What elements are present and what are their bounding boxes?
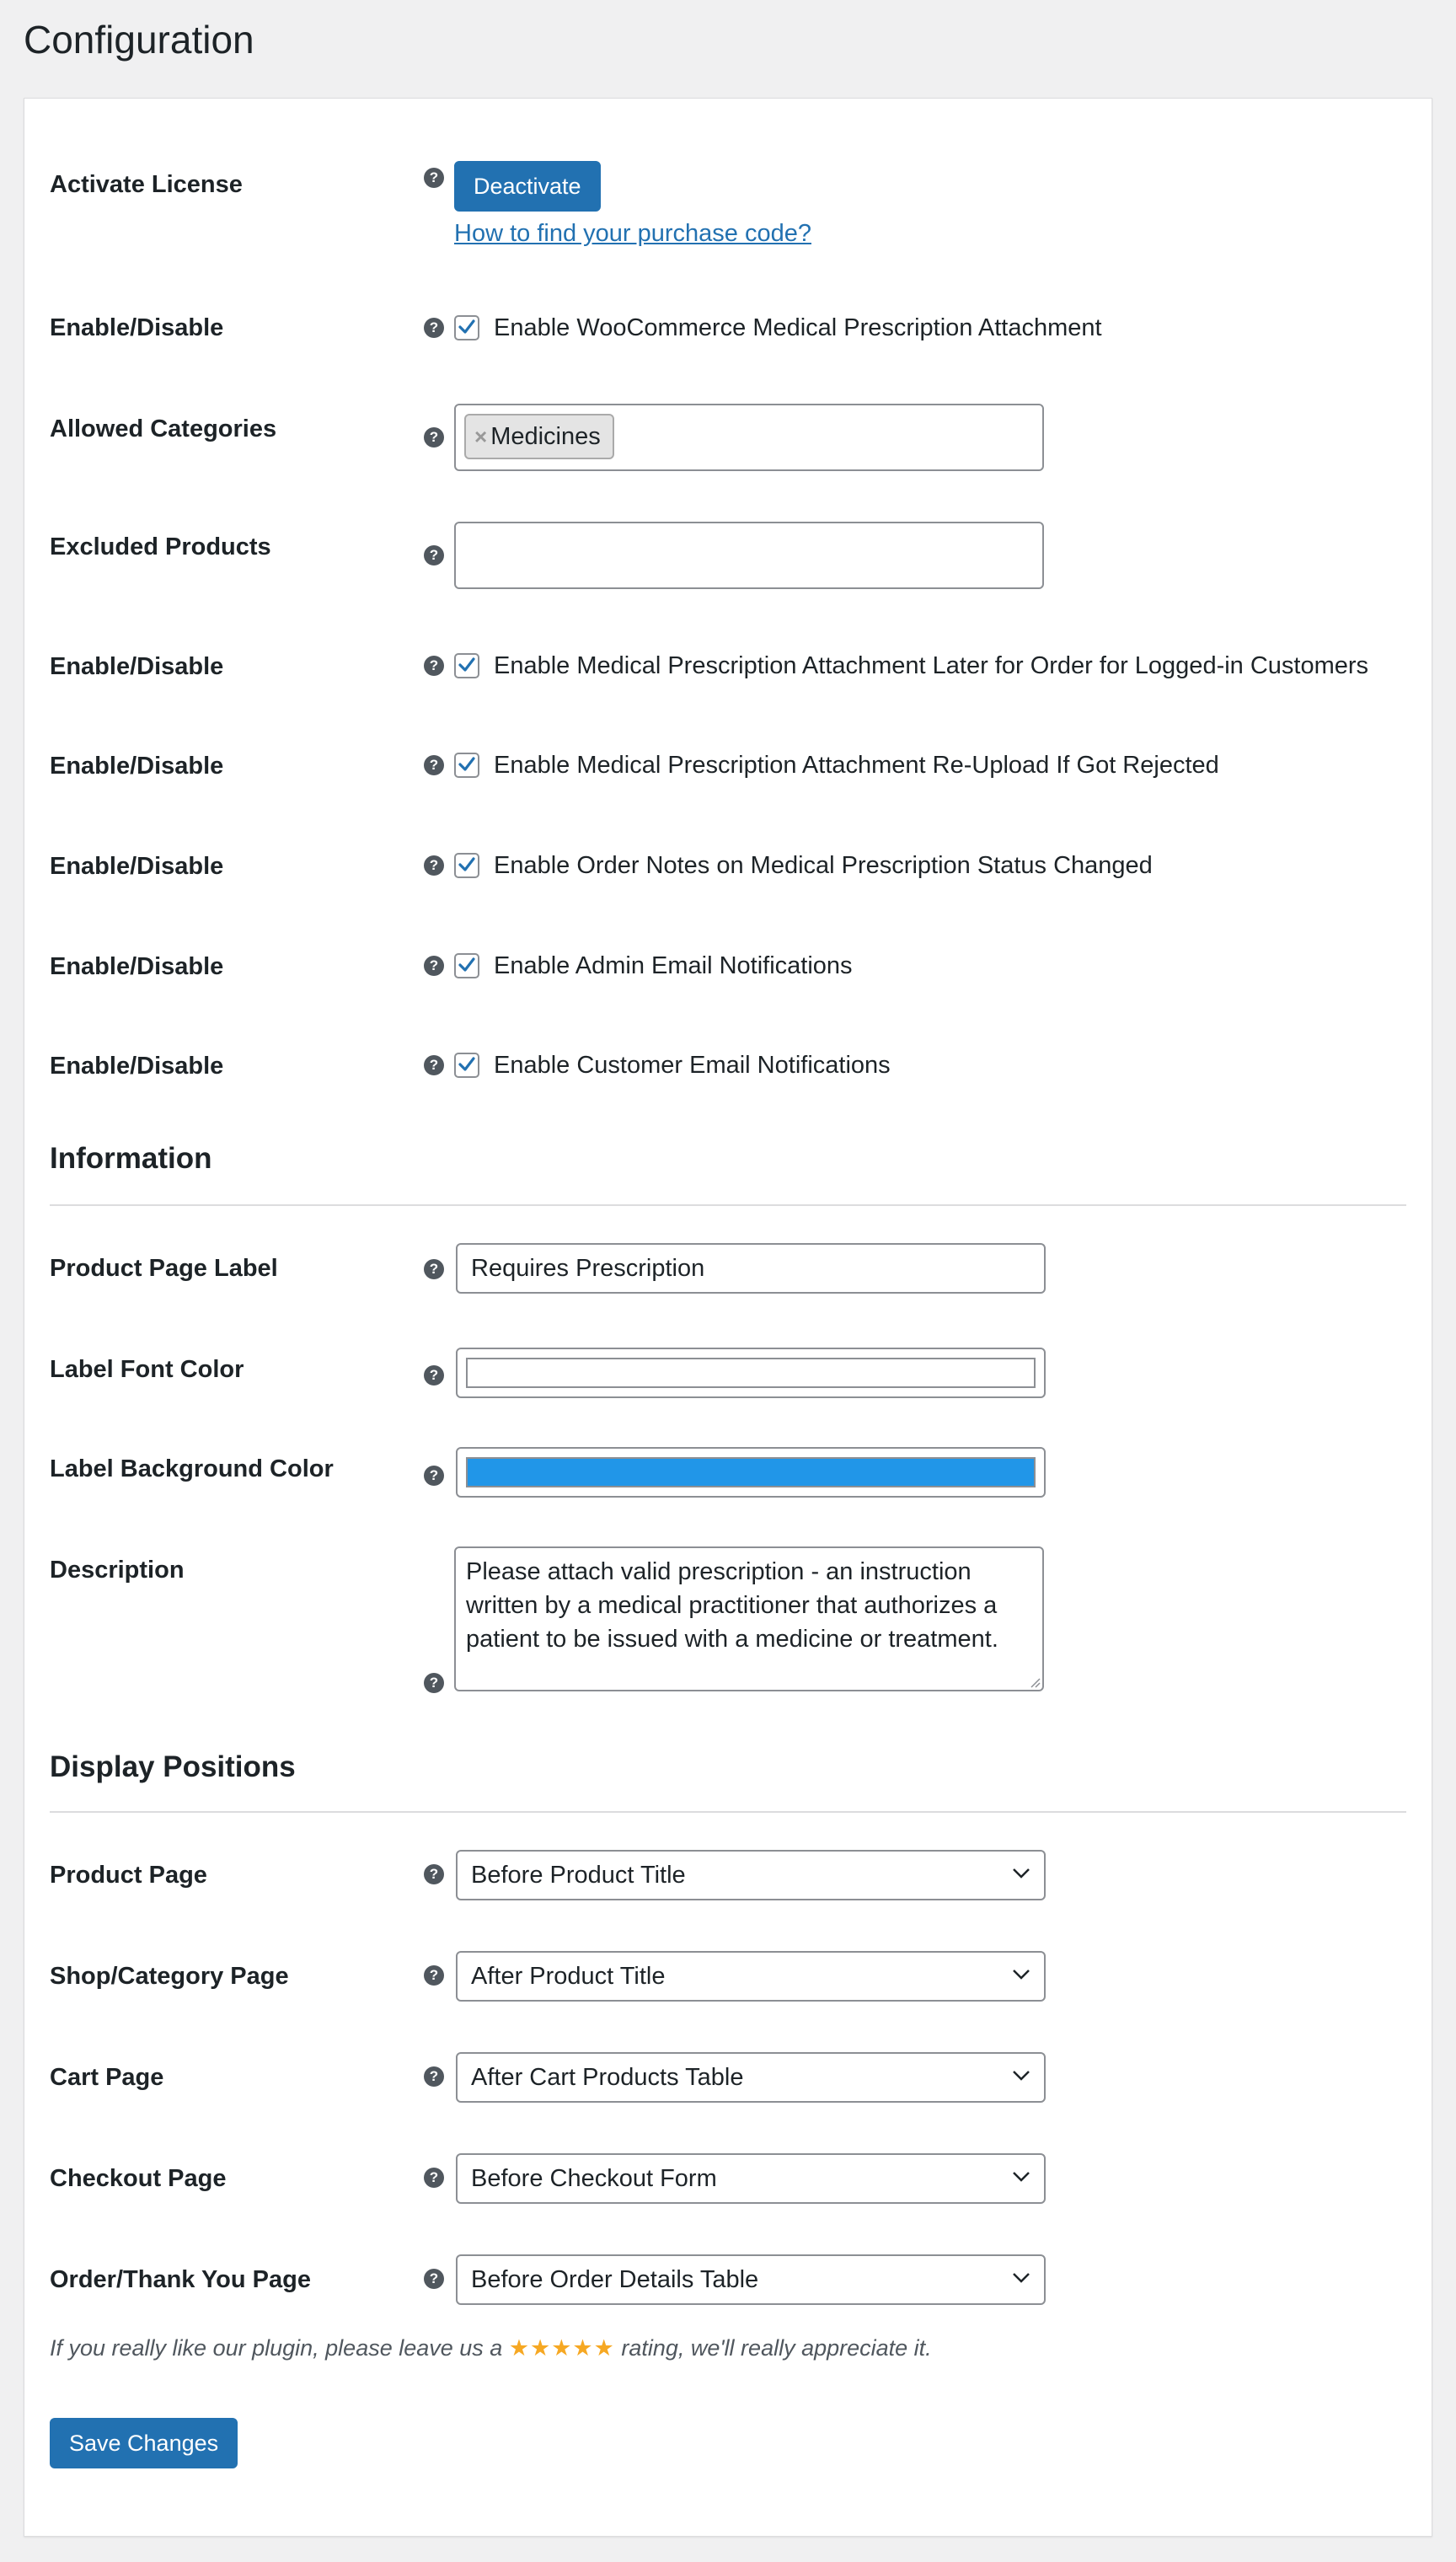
- help-icon[interactable]: ?: [424, 656, 444, 676]
- chevron-down-icon: [1012, 2171, 1030, 2183]
- excluded-products-field[interactable]: [454, 522, 1044, 589]
- help-icon[interactable]: ?: [424, 855, 444, 876]
- chevron-down-icon: [1012, 2272, 1030, 2284]
- enable-disable-label: Enable/Disable: [50, 314, 224, 341]
- page-title: Configuration: [24, 18, 254, 62]
- help-icon[interactable]: ?: [424, 1864, 444, 1884]
- product-page-label-label: Product Page Label: [50, 1255, 278, 1282]
- product-page-label-input[interactable]: Requires Prescription: [456, 1243, 1046, 1294]
- resize-grip-icon[interactable]: [1029, 1676, 1041, 1688]
- enable-disable-label: Enable/Disable: [50, 953, 224, 980]
- chevron-down-icon: [1012, 1969, 1030, 1980]
- category-chip-label: Medicines: [490, 423, 601, 450]
- checkmark-icon: [458, 855, 476, 874]
- label-font-color-picker[interactable]: [456, 1348, 1046, 1398]
- enable-disable-label: Enable/Disable: [50, 1053, 224, 1080]
- cart-page-position-select[interactable]: [456, 2052, 1046, 2103]
- rating-text-before: If you really like our plugin, please leave us a: [50, 2335, 509, 2361]
- description-label: Description: [50, 1557, 185, 1584]
- checkmark-icon: [458, 755, 476, 774]
- help-icon[interactable]: ?: [424, 427, 444, 448]
- label-background-color-label: Label Background Color: [50, 1455, 334, 1482]
- product-page-position-select[interactable]: [456, 1850, 1046, 1900]
- description-textarea[interactable]: [454, 1546, 1044, 1691]
- category-chip: [464, 414, 614, 459]
- admin-email-checkbox[interactable]: [454, 953, 479, 978]
- admin-email-text: Enable Admin Email Notifications: [494, 952, 853, 979]
- shop-category-position-select[interactable]: [456, 1951, 1046, 2002]
- rating-note: [50, 2335, 932, 2361]
- enable-attachment-text: Enable WooCommerce Medical Prescription Attachment: [494, 314, 1102, 341]
- rating-text-after: rating, we'll really appreciate it.: [614, 2335, 932, 2361]
- help-icon[interactable]: ?: [424, 2269, 444, 2289]
- background-color-swatch: [466, 1457, 1036, 1487]
- checkmark-icon: [458, 1055, 476, 1074]
- help-icon[interactable]: ?: [424, 2066, 444, 2087]
- display-positions-heading: Display Positions: [50, 1750, 296, 1783]
- help-icon[interactable]: ?: [424, 1466, 444, 1486]
- customer-email-checkbox[interactable]: [454, 1053, 479, 1078]
- help-icon[interactable]: ?: [424, 318, 444, 338]
- settings-panel: [24, 98, 1432, 2537]
- product-page-position-label: Product Page: [50, 1862, 207, 1889]
- select-value: After Cart Products Table: [471, 2064, 744, 2091]
- chevron-down-icon: [1012, 1868, 1030, 1879]
- help-icon[interactable]: ?: [424, 545, 444, 565]
- select-value: Before Checkout Form: [471, 2165, 717, 2192]
- attachment-later-text: Enable Medical Prescription Attachment Later for Order for Logged-in Customers: [494, 652, 1369, 679]
- customer-email-text: Enable Customer Email Notifications: [494, 1052, 891, 1079]
- star-rating-link[interactable]: ★★★★★: [508, 2335, 615, 2361]
- information-heading: Information: [50, 1142, 212, 1175]
- checkout-page-position-label: Checkout Page: [50, 2165, 227, 2192]
- purchase-code-link[interactable]: How to find your purchase code?: [454, 220, 811, 247]
- label-font-color-label: Label Font Color: [50, 1356, 244, 1383]
- reupload-checkbox[interactable]: [454, 753, 479, 778]
- save-changes-button[interactable]: Save Changes: [50, 2418, 238, 2468]
- order-notes-text: Enable Order Notes on Medical Prescription Status Changed: [494, 852, 1153, 879]
- remove-chip-icon[interactable]: ×: [474, 424, 488, 449]
- checkout-page-position-select[interactable]: [456, 2153, 1046, 2204]
- select-value: Before Order Details Table: [471, 2266, 759, 2293]
- section-divider: [50, 1811, 1406, 1813]
- select-value: Before Product Title: [471, 1862, 686, 1889]
- help-icon[interactable]: ?: [424, 2168, 444, 2188]
- help-icon[interactable]: ?: [424, 1673, 444, 1693]
- help-icon[interactable]: ?: [424, 1965, 444, 1986]
- enable-disable-label: Enable/Disable: [50, 853, 224, 880]
- allowed-categories-label: Allowed Categories: [50, 415, 277, 442]
- help-icon[interactable]: ?: [424, 1055, 444, 1075]
- checkmark-icon: [458, 656, 476, 674]
- help-icon[interactable]: ?: [424, 1259, 444, 1279]
- section-divider: [50, 1204, 1406, 1206]
- description-text: Please attach valid prescription - an instruction written by a medical practitioner that authorizes a patient to be issued with a medicine or treatment.: [466, 1558, 998, 1653]
- excluded-products-label: Excluded Products: [50, 533, 271, 560]
- deactivate-button[interactable]: Deactivate: [454, 161, 601, 212]
- allowed-categories-field[interactable]: [454, 404, 1044, 471]
- order-thank-you-position-select[interactable]: [456, 2254, 1046, 2305]
- cart-page-position-label: Cart Page: [50, 2064, 164, 2091]
- enable-attachment-checkbox[interactable]: [454, 315, 479, 340]
- activate-license-label: Activate License: [50, 171, 243, 198]
- shop-category-position-label: Shop/Category Page: [50, 1963, 289, 1990]
- select-value: After Product Title: [471, 1963, 666, 1990]
- attachment-later-checkbox[interactable]: [454, 653, 479, 678]
- enable-disable-label: Enable/Disable: [50, 653, 224, 680]
- help-icon[interactable]: ?: [424, 168, 444, 188]
- order-thank-you-position-label: Order/Thank You Page: [50, 2266, 311, 2293]
- help-icon[interactable]: ?: [424, 1365, 444, 1386]
- help-icon[interactable]: ?: [424, 755, 444, 775]
- font-color-swatch: [466, 1358, 1036, 1388]
- checkmark-icon: [458, 318, 476, 336]
- enable-disable-label: Enable/Disable: [50, 753, 224, 780]
- order-notes-checkbox[interactable]: [454, 853, 479, 878]
- help-icon[interactable]: ?: [424, 956, 444, 976]
- checkmark-icon: [458, 956, 476, 974]
- reupload-text: Enable Medical Prescription Attachment Re-Upload If Got Rejected: [494, 752, 1219, 779]
- label-background-color-picker[interactable]: [456, 1447, 1046, 1498]
- chevron-down-icon: [1012, 2070, 1030, 2082]
